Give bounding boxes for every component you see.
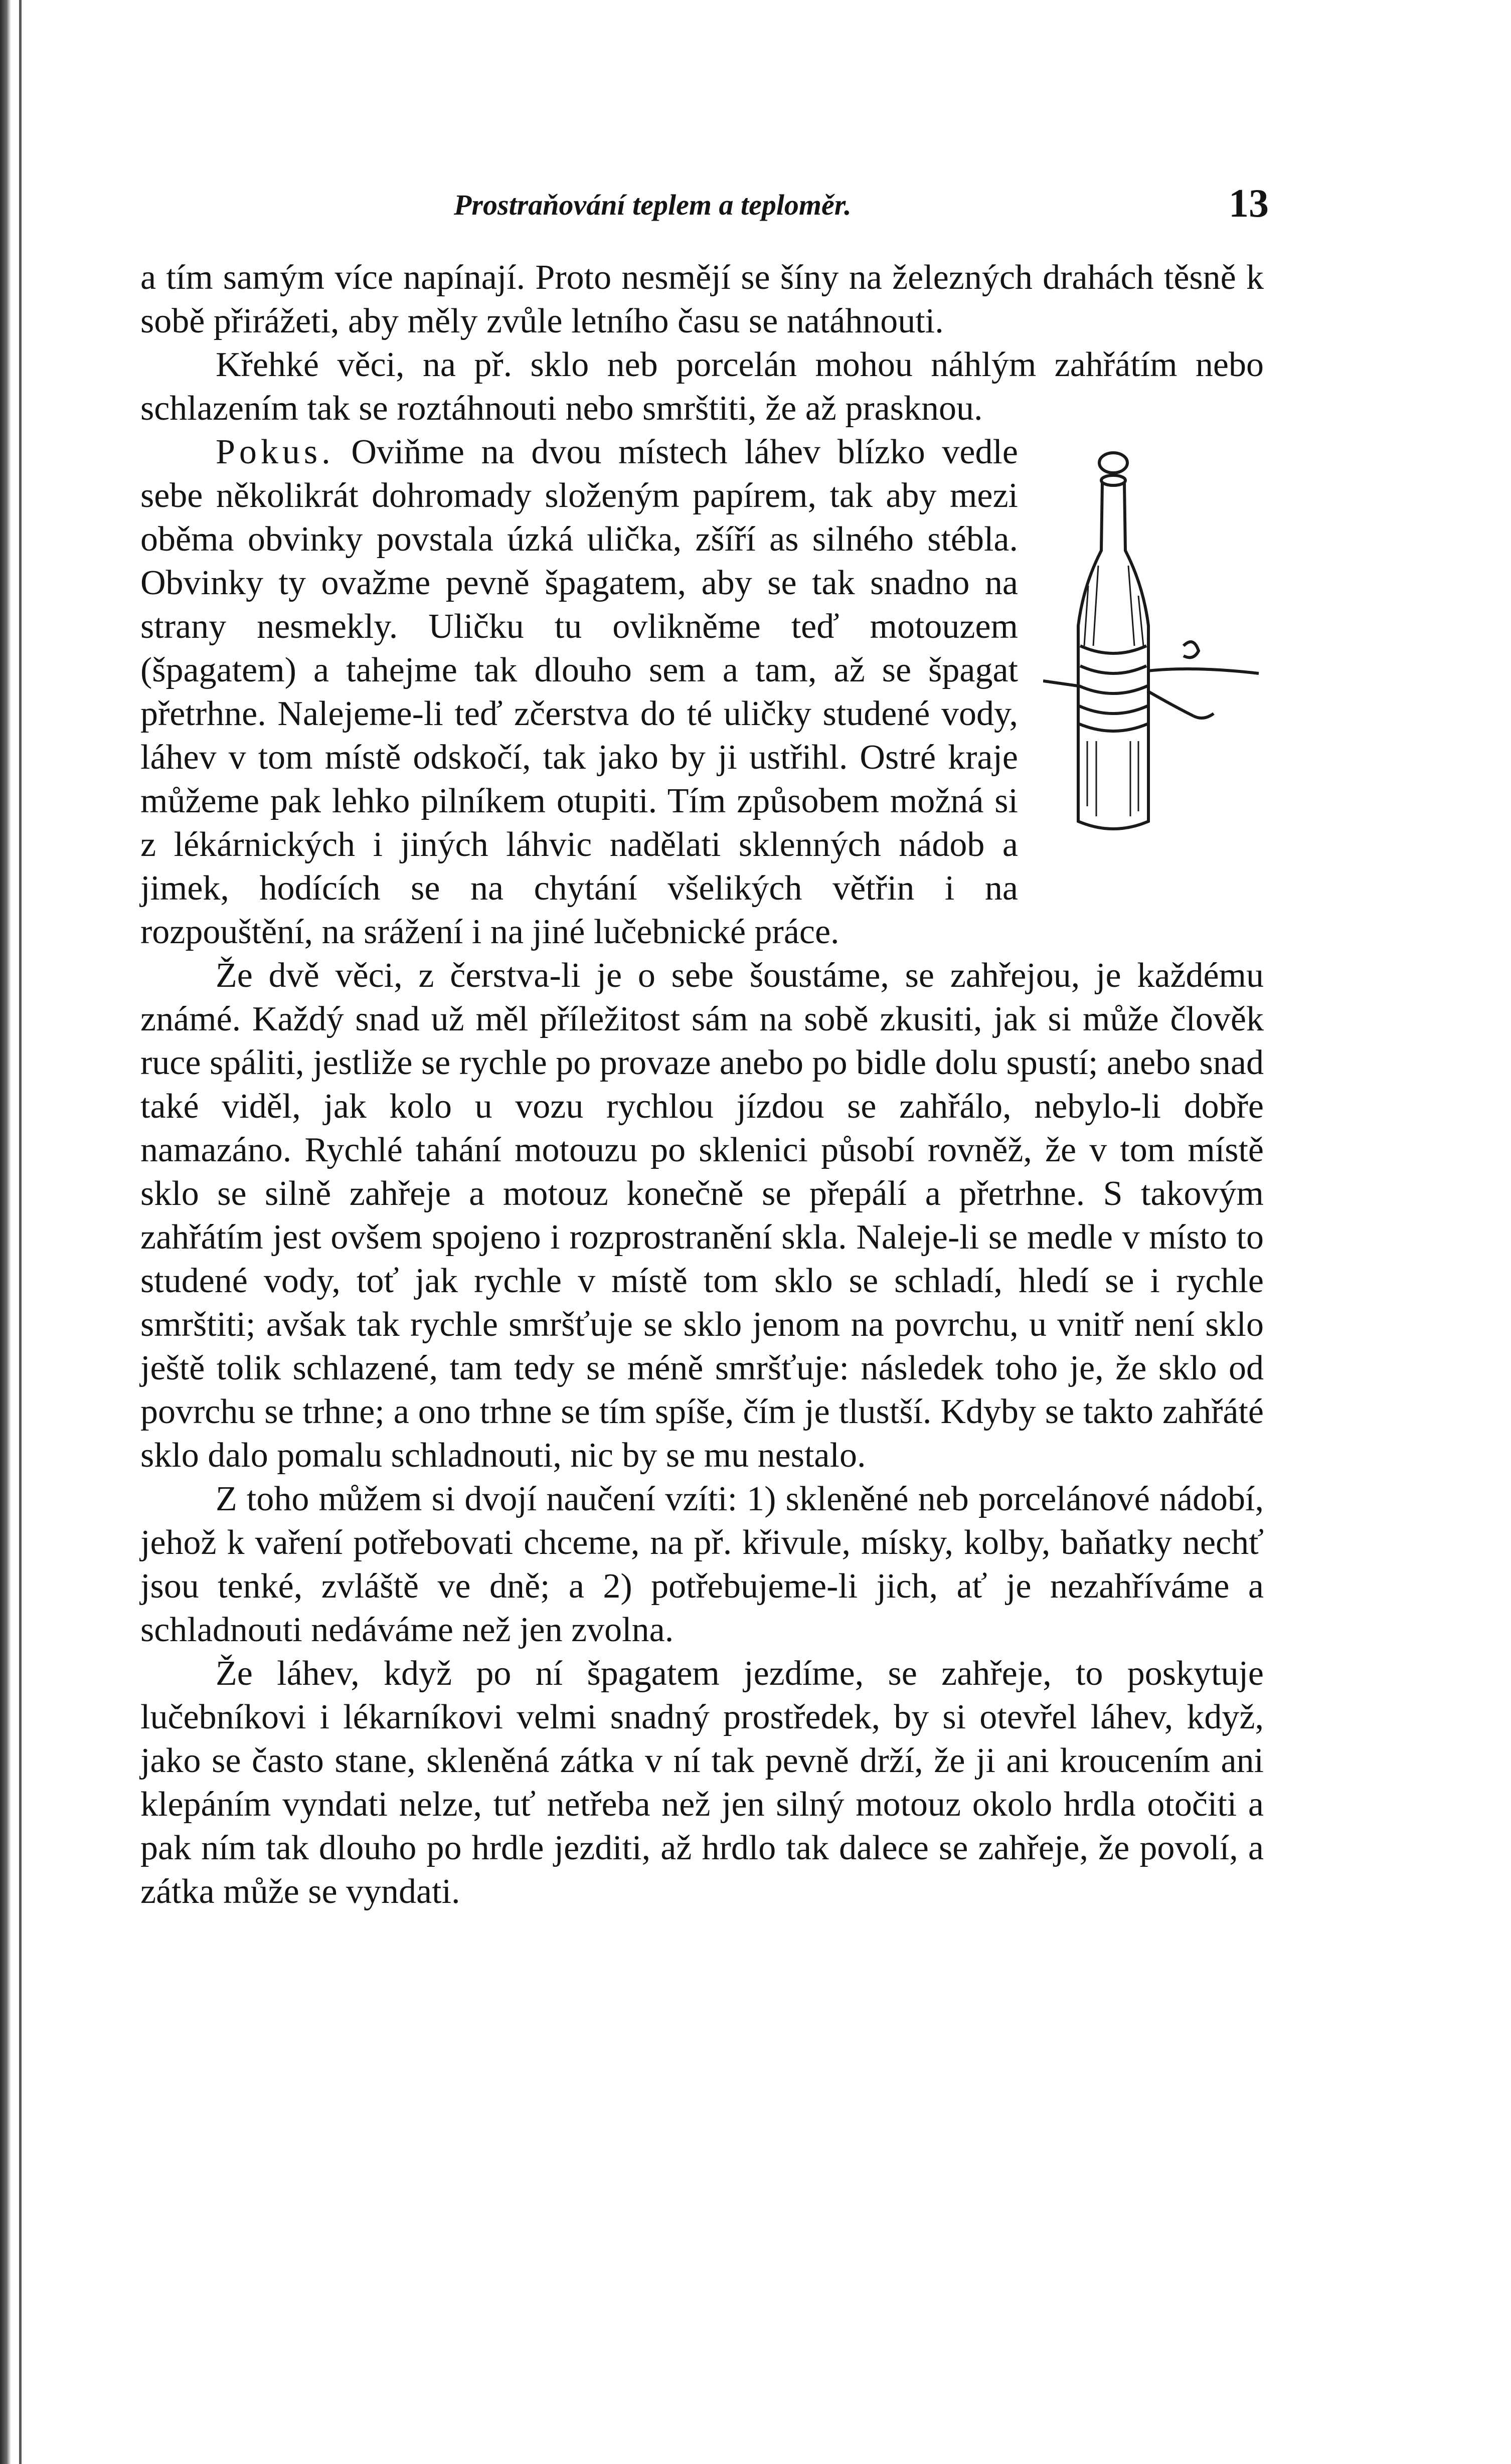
paragraph-6: Že láhev, když po ní špagatem jezdíme, se zahřeje, to poskytuje lučebníkovi i lékarníkovi velmi snadný prostředek, by si otevřel láhev, když, jako se často stane, skleněná zátka v ní tak pevně drží, že ji ani kroucením ani klepáním vyndati nelze, tuť netřeba než jen silný motouz okolo hrdla otočiti a pak ním tak dlouho po hrdle jezditi, až hrdlo tak dalece se zahřeje, že povolí, a zátka může se vyndati. (140, 1654, 1264, 1911)
page-header (140, 182, 1269, 238)
paragraph-5: Z toho můžem si dvojí naučení vzíti: 1) skleněné neb porcelánové nádobí, jehož k vaření potřebovati chceme, na př. křivule, mísky, kolby, baňatky nechť jsou tenké, zvláště ve dně; a 2) potřebujeme-li jich, ať je nezahříváme a schladnouti nedáváme než jen zvolna. (140, 1480, 1264, 1649)
experiment-lead: Pokus. (216, 433, 334, 471)
paragraph-4: Že dvě věci, z čerstva-li je o sebe šoustáme, se zahřejou, je každému známé. Každý snad už měl příležitost sám na sobě zkusiti, jak si může člověk ruce spáliti, jestliže se rychle po provaze anebo po bidle dolu spustí; anebo snad také viděl, jak kolo u vozu rychlou jízdou se zahřálo, nebylo-li dobře namazáno. Rychlé tahání motouzu po sklenici působí rovněž, že v tom místě sklo se silně zahřeje a motouz konečně se přepálí a přetrhne. S takovým zahřátím jest ovšem spojeno i rozprostranění skla. Naleje-li se medle v místo to studené vody, toť jak rychle v místě tom sklo se schladí, hledí se i rychle smrštiti; avšak tak rychle smršťuje se sklo jenom na povrchu, u vnitř není sklo ještě tolik schlazené, tam tedy se méně smršťuje: následek toho je, že sklo od povrchu se trhne; a ono trhne se tím spíše, čím je tlustší. Kdyby se takto zahřáté sklo dalo pomalu schladnouti, nic by se mu nestalo. (140, 956, 1264, 1475)
paragraph-1: a tím samým více napínají. Proto nesmějí se šíny na železných drahách těsně k sobě přirážeti, aby měly zvůle letního času se natáhnouti. (140, 258, 1264, 340)
scan-edge-shadow (0, 0, 11, 2464)
scan-edge-line (19, 0, 22, 2464)
experiment-text: Oviňme na dvou místech láhev blízko vedle sebe několikrát dohromady složeným papírem, tak aby mezi oběma obvinky povstala úzká ulička, zšíří as silného stébla. Obvinky ty ovažme pevně špagatem, aby se tak snadno na strany nesmekly. Uličku tu ovlikněme teď motouzem (špagatem) a tahejme tak dlouho sem a tam, až se špagat přetrhne. Nalejeme-li teď zčerstva do té uličky studené vody, láhev v tom místě odskočí, tak jako by ji ustřihl. Ostré kraje můžeme pak lehko pilníkem otupiti. Tím způsobem možná si z lékárnických i jiných láhvic nadělati sklenných nádob a jimek, hodících se na chytání všelikých větřin i na rozpouštění, na srážení i na jiné lučebnické práce. (140, 433, 1018, 951)
running-title: Prostraňování teplem a teploměr. (454, 189, 852, 221)
paragraph-2: Křehké věci, na př. sklo neb porcelán mohou náhlým zahřátím nebo schlazením tak se roztáhnouti nebo smrštiti, že až prasknou. (140, 345, 1264, 428)
body-text (140, 256, 1264, 1913)
glass-bottle-with-string-icon (1043, 435, 1264, 866)
bottle-illustration (1043, 435, 1264, 866)
page-number: 13 (1229, 182, 1269, 226)
